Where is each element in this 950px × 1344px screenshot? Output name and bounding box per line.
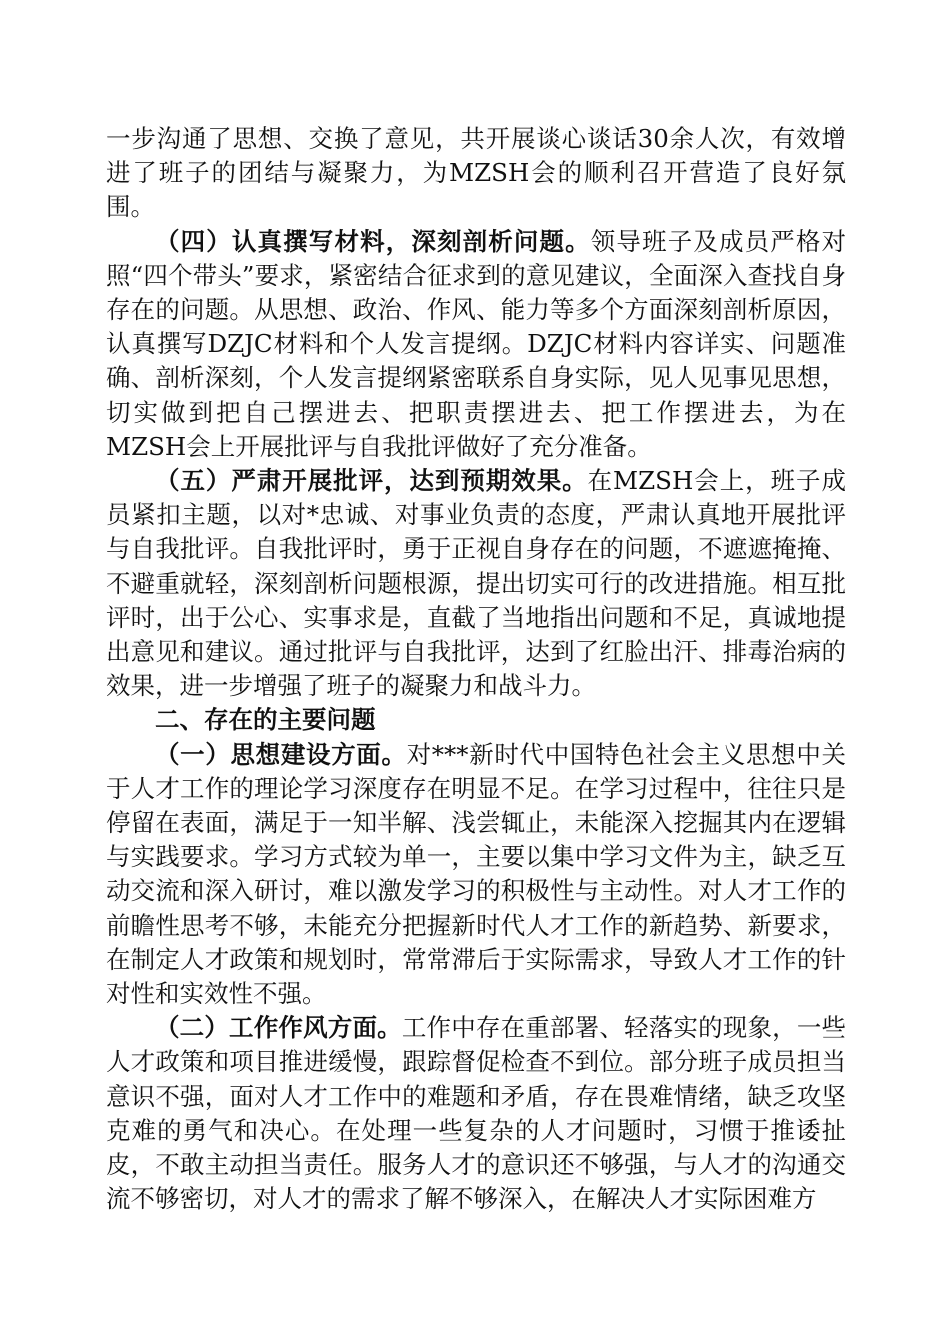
paragraph-continuation (106, 122, 846, 225)
paragraph-body: 对***新时代中国特色社会主义思想中关于人才工作的理论学习深度存在明显不足。在学习过程中，往往只是停留在表面，满足于一知半解、浅尝辄止，未能深入挖掘其内在逻辑与实践要求。学习方式较为单一，主要以集中学习文件为主，缺乏互动交流和深入研讨，难以激发学习的积极性与主动性。对人才工作的前瞻性思考不够，未能充分把握新时代人才工作的新趋势、新要求，在制定人才政策和规划时，常常滞后于实际需求，导致人才工作的针对性和实效性不强。 (106, 739, 847, 1009)
paragraph-lead: （五）严肃开展批评，达到预期效果。 (155, 466, 588, 496)
problem-ideology (106, 738, 846, 1012)
problem-work-style (106, 1011, 846, 1216)
paragraph-lead: （四）认真撰写材料，深刻剖析问题。 (155, 226, 591, 256)
paragraph-write-materials (106, 225, 846, 464)
document-page (106, 122, 846, 1217)
paragraph-body: 在MZSH会上，班子成员紧扣主题，以对*忠诚、对事业负责的态度，严肃认真地开展批评与自我批评。自我批评时，勇于正视自身存在的问题，不遮遮掩掩、不避重就轻，深刻剖析问题根源，提出切实可行的改进措施。相互批评时，出于公心、实事求是，直截了当地指出问题和不足，真诚地提出意见和建议。通过批评与自我批评，达到了红脸出汗、排毒治病的效果，进一步增强了班子的凝聚力和战斗力。 (106, 466, 846, 701)
paragraph-criticism (106, 464, 846, 703)
paragraph-body: 一步沟通了思想、交换了意见，共开展谈心谈话30余人次，有效增进了班子的团结与凝聚力，为MZSH会的顺利召开营造了良好氛围。 (106, 124, 846, 222)
section-heading: 二、存在的主要问题 (155, 705, 376, 735)
paragraph-body: 工作中存在重部署、轻落实的现象，一些人才政策和项目推进缓慢，跟踪督促检查不到位。部分班子成员担当意识不强，面对人才工作中的难题和矛盾，存在畏难情绪，缺乏攻坚克难的勇气和决心。在处理一些复杂的人才问题时，习惯于推诿扯皮，不敢主动担当责任。服务人才的意识还不够强，与人才的沟通交流不够密切，对人才的需求了解不够深入，在解决人才实际困难方 (106, 1013, 847, 1214)
paragraph-body: 领导班子及成员严格对照“四个带头”要求，紧密结合征求到的意见建议，全面深入查找自身存在的问题。从思想、政治、作风、能力等多个方面深刻剖析原因，认真撰写DZJC材料和个人发言提纲。DZJC材料内容详实、问题准确、剖析深刻，个人发言提纲紧密联系自身实际，见人见事见思想，切实做到把自己摆进去、把职责摆进去、把工作摆进去，为在MZSH会上开展批评与自我批评做好了充分准备。 (106, 226, 847, 461)
paragraph-lead: （二）工作作风方面。 (155, 1013, 402, 1043)
paragraph-lead: （一）思想建设方面。 (155, 739, 407, 769)
